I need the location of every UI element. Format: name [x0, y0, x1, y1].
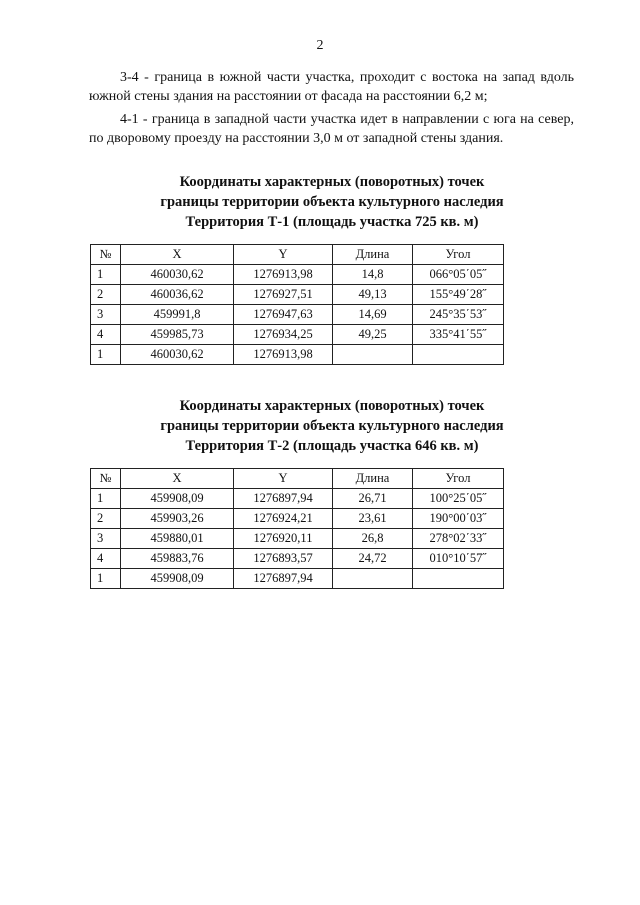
cell-y: 1276947,63 [234, 305, 333, 325]
cell-x: 459903,26 [121, 509, 234, 529]
table-row [91, 549, 504, 569]
cell-number: 2 [91, 509, 121, 529]
title-line: границы территории объекта культурного наследия [160, 418, 504, 434]
header-x: X [121, 245, 234, 265]
cell-y: 1276893,57 [234, 549, 333, 569]
cell-x: 459908,09 [121, 569, 234, 589]
cell-angle: 066°05΄05˝ [413, 265, 504, 285]
table-row [91, 529, 504, 549]
territory-t1-section [86, 172, 578, 365]
header-y: Y [234, 469, 333, 489]
cell-angle: 190°00΄03˝ [413, 509, 504, 529]
cell-angle: 155°49΄28˝ [413, 285, 504, 305]
cell-x: 459991,8 [121, 305, 234, 325]
cell-number: 2 [91, 285, 121, 305]
cell-number: 4 [91, 325, 121, 345]
table-row [91, 345, 504, 365]
table-row [91, 325, 504, 345]
cell-x: 459985,73 [121, 325, 234, 345]
cell-angle: 100°25΄05˝ [413, 489, 504, 509]
cell-angle: 245°35΄53˝ [413, 305, 504, 325]
cell-length [333, 345, 413, 365]
table-row [91, 305, 504, 325]
cell-number: 3 [91, 529, 121, 549]
cell-number: 1 [91, 265, 121, 285]
cell-length: 26,71 [333, 489, 413, 509]
title-line: Координаты характерных (поворотных) точек [179, 174, 485, 190]
table-row [91, 489, 504, 509]
table-row [91, 285, 504, 305]
header-number: № [91, 469, 121, 489]
table-header-row [91, 245, 504, 265]
cell-x: 460030,62 [121, 265, 234, 285]
cell-number: 4 [91, 549, 121, 569]
cell-length: 14,69 [333, 305, 413, 325]
cell-angle: 335°41΄55˝ [413, 325, 504, 345]
cell-angle [413, 569, 504, 589]
cell-y: 1276920,11 [234, 529, 333, 549]
title-line: Территория Т-1 (площадь участка 725 кв. м) [185, 214, 479, 230]
territory-t2-section [86, 396, 578, 589]
cell-y: 1276913,98 [234, 265, 333, 285]
cell-x: 459908,09 [121, 489, 234, 509]
cell-length: 14,8 [333, 265, 413, 285]
title-line: Территория Т-2 (площадь участка 646 кв. м) [185, 438, 479, 454]
cell-length [333, 569, 413, 589]
page-number: 2 [316, 38, 324, 53]
header-length: Длина [333, 245, 413, 265]
cell-number: 1 [91, 489, 121, 509]
cell-number: 3 [91, 305, 121, 325]
cell-x: 460036,62 [121, 285, 234, 305]
header-y: Y [234, 245, 333, 265]
cell-angle: 278°02΄33˝ [413, 529, 504, 549]
cell-length: 26,8 [333, 529, 413, 549]
header-angle: Угол [413, 245, 504, 265]
title-line: Координаты характерных (поворотных) точек [179, 398, 485, 414]
table-header-row [91, 469, 504, 489]
cell-length: 49,13 [333, 285, 413, 305]
header-angle: Угол [413, 469, 504, 489]
cell-length: 24,72 [333, 549, 413, 569]
territory-t1-title [86, 172, 578, 232]
cell-length: 49,25 [333, 325, 413, 345]
cell-y: 1276913,98 [234, 345, 333, 365]
cell-y: 1276897,94 [234, 569, 333, 589]
table-row [91, 265, 504, 285]
cell-angle: 010°10΄57˝ [413, 549, 504, 569]
table-row [91, 509, 504, 529]
header-x: X [121, 469, 234, 489]
cell-y: 1276934,25 [234, 325, 333, 345]
cell-y: 1276897,94 [234, 489, 333, 509]
title-line: границы территории объекта культурного наследия [160, 194, 504, 210]
territory-t2-title [86, 396, 578, 456]
territory-t1-coordinates-table [90, 244, 504, 365]
cell-length: 23,61 [333, 509, 413, 529]
cell-y: 1276924,21 [234, 509, 333, 529]
cell-x: 460030,62 [121, 345, 234, 365]
header-number: № [91, 245, 121, 265]
cell-x: 459883,76 [121, 549, 234, 569]
cell-angle [413, 345, 504, 365]
cell-number: 1 [91, 569, 121, 589]
cell-number: 1 [91, 345, 121, 365]
body-text [89, 68, 574, 152]
paragraph-boundary-4-1: 4-1 - граница в западной части участка идет в направлении с юга на север, по дворовому проезду на расстоянии 3,0 м от западной стены здания. [89, 112, 574, 146]
cell-x: 459880,01 [121, 529, 234, 549]
table-row [91, 569, 504, 589]
paragraph-boundary-3-4: 3-4 - граница в южной части участка, проходит с востока на запад вдоль южной стены здания на расстоянии от фасада на расстоянии 6,2 м; [89, 70, 574, 104]
header-length: Длина [333, 469, 413, 489]
territory-t2-coordinates-table [90, 468, 504, 589]
cell-y: 1276927,51 [234, 285, 333, 305]
